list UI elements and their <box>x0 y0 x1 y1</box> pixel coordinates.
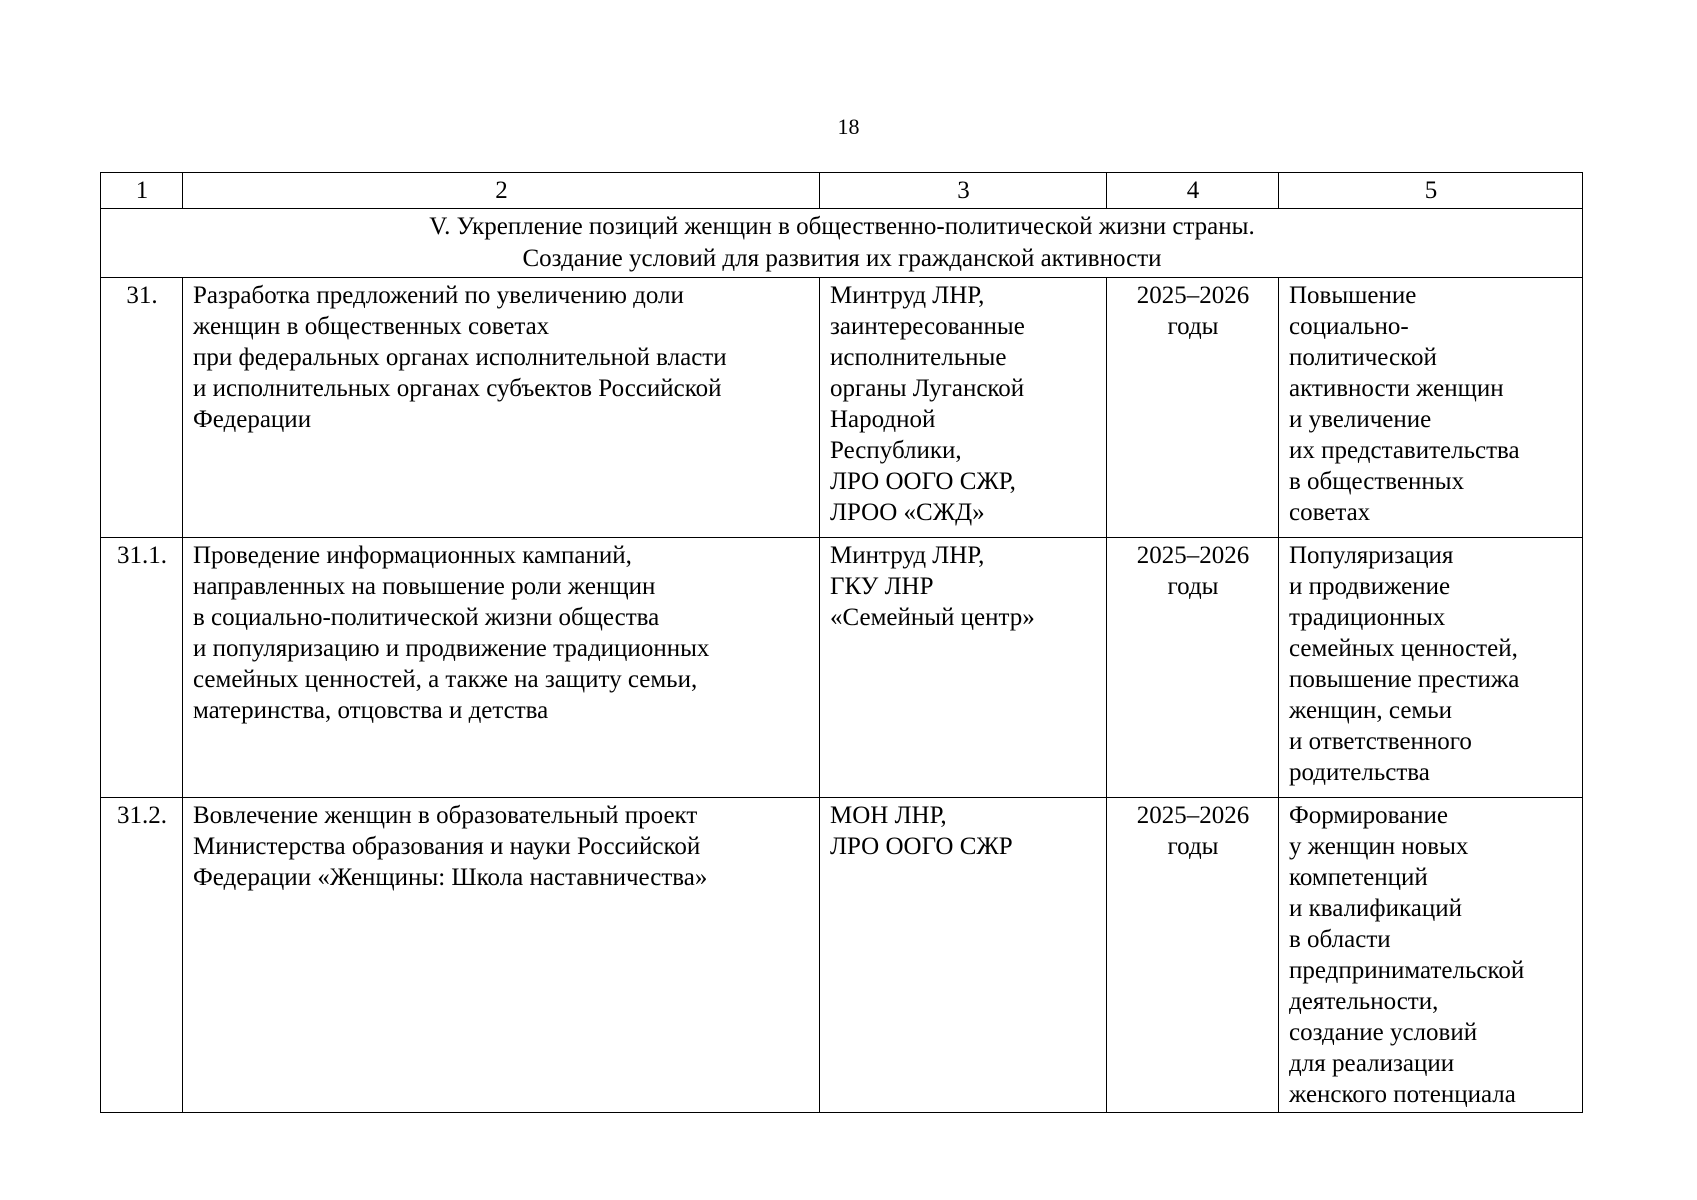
result-line: женского потенциала <box>1289 1081 1516 1108</box>
section-title-line-2: Создание условий для развития их гражданской активности <box>522 245 1162 272</box>
result-line: политической <box>1289 344 1437 371</box>
item-number: 31.2. <box>101 798 183 1113</box>
result-line: и квалификаций <box>1289 895 1462 922</box>
result-line: в области <box>1289 926 1391 953</box>
activity-line: женщин в общественных советах <box>193 313 550 340</box>
result-cell <box>1279 278 1583 538</box>
result-line: семейных ценностей, <box>1289 635 1518 662</box>
period-cell <box>1107 538 1279 798</box>
executor-line: «Семейный центр» <box>830 604 1035 631</box>
period-years: 2025–2026 <box>1136 282 1250 309</box>
table-row <box>101 538 1583 798</box>
result-line: у женщин новых <box>1289 833 1469 860</box>
activity-cell <box>183 278 820 538</box>
executors-cell <box>820 538 1107 798</box>
result-cell <box>1279 538 1583 798</box>
executor-line: Минтруд ЛНР, <box>830 542 985 569</box>
result-line: и ответственного <box>1289 728 1472 755</box>
column-number-row <box>101 173 1583 209</box>
executor-line: органы Луганской <box>830 375 1025 402</box>
result-line: советах <box>1289 499 1371 526</box>
executor-line: ГКУ ЛНР <box>830 573 934 600</box>
result-line: их представительства <box>1289 437 1520 464</box>
result-line: повышение престижа <box>1289 666 1520 693</box>
action-plan-table <box>100 172 1583 1113</box>
executor-line: МОН ЛНР, <box>830 802 947 829</box>
result-line: традиционных <box>1289 604 1446 631</box>
period-years: 2025–2026 <box>1136 542 1250 569</box>
section-title-line-1: V. Укрепление позиций женщин в общественно-политической жизни страны. <box>429 213 1255 240</box>
result-line: социально- <box>1289 313 1409 340</box>
period-cell <box>1107 278 1279 538</box>
executor-line: Республики, <box>830 437 962 464</box>
result-line: компетенций <box>1289 864 1428 891</box>
page-number: 18 <box>837 114 860 139</box>
activity-line: Проведение информационных кампаний, <box>193 542 632 569</box>
activity-line: Министерства образования и науки Российской <box>193 833 701 860</box>
item-number: 31. <box>101 278 183 538</box>
executor-line: Минтруд ЛНР, <box>830 282 985 309</box>
section-heading <box>101 209 1583 278</box>
result-line: женщин, семьи <box>1289 697 1453 724</box>
executors-cell <box>820 798 1107 1113</box>
activity-line: Федерации <box>193 406 312 433</box>
executor-line: Народной <box>830 406 936 433</box>
period-years: 2025–2026 <box>1136 802 1250 829</box>
activity-line: и исполнительных органах субъектов Российской <box>193 375 722 402</box>
activity-line: при федеральных органах исполнительной власти <box>193 344 727 371</box>
period-unit: годы <box>1167 573 1219 600</box>
table-row <box>101 798 1583 1113</box>
result-line: создание условий <box>1289 1019 1478 1046</box>
activity-cell <box>183 798 820 1113</box>
column-number-2: 2 <box>183 173 820 209</box>
column-number-5: 5 <box>1279 173 1583 209</box>
activity-line: Вовлечение женщин в образовательный проект <box>193 802 698 829</box>
activity-line: Федерации «Женщины: Школа наставничества» <box>193 864 708 891</box>
table-row <box>101 278 1583 538</box>
executor-line: исполнительные <box>830 344 1007 371</box>
period-unit: годы <box>1167 833 1219 860</box>
result-line: родительства <box>1289 759 1430 786</box>
executors-cell <box>820 278 1107 538</box>
section-heading-row <box>101 209 1583 278</box>
activity-line: семейных ценностей, а также на защиту семьи, <box>193 666 698 693</box>
executor-line: ЛРО ООГО СЖР, <box>830 468 1016 495</box>
item-number: 31.1. <box>101 538 183 798</box>
activity-cell <box>183 538 820 798</box>
executor-line: заинтересованные <box>830 313 1025 340</box>
result-line: предпринимательской <box>1289 957 1525 984</box>
result-line: в общественных <box>1289 468 1465 495</box>
result-line: и увеличение <box>1289 406 1432 433</box>
activity-line: направленных на повышение роли женщин <box>193 573 656 600</box>
column-number-1: 1 <box>101 173 183 209</box>
activity-line: Разработка предложений по увеличению доли <box>193 282 684 309</box>
result-cell <box>1279 798 1583 1113</box>
result-line: для реализации <box>1289 1050 1455 1077</box>
result-line: Формирование <box>1289 802 1448 829</box>
activity-line: в социально-политической жизни общества <box>193 604 660 631</box>
activity-line: материнства, отцовства и детства <box>193 697 549 724</box>
result-line: активности женщин <box>1289 375 1504 402</box>
result-line: Популяризация <box>1289 542 1454 569</box>
result-line: деятельности, <box>1289 988 1439 1015</box>
period-cell <box>1107 798 1279 1113</box>
column-number-4: 4 <box>1107 173 1279 209</box>
result-line: Повышение <box>1289 282 1417 309</box>
executor-line: ЛРОО «СЖД» <box>830 499 985 526</box>
period-unit: годы <box>1167 313 1219 340</box>
executor-line: ЛРО ООГО СЖР <box>830 833 1013 860</box>
result-line: и продвижение <box>1289 573 1451 600</box>
column-number-3: 3 <box>820 173 1107 209</box>
activity-line: и популяризацию и продвижение традиционных <box>193 635 710 662</box>
